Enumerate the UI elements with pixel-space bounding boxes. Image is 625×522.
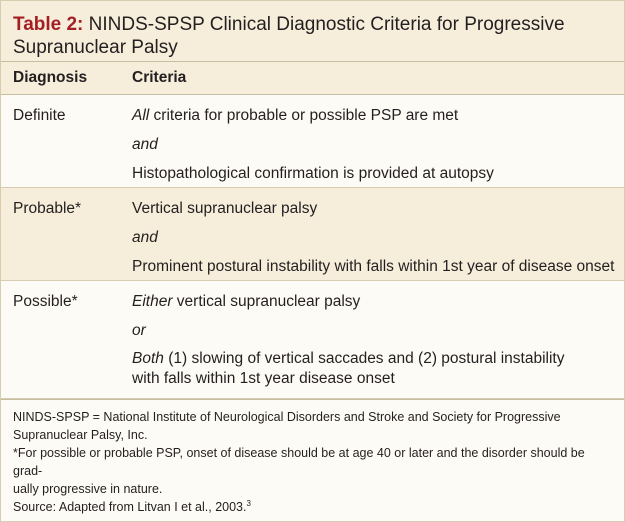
criteria-text: (1) slowing of vertical saccades and (2) postural instability: [163, 350, 565, 367]
criteria-text: criteria for probable or possible PSP are met: [149, 107, 459, 124]
table-footnotes: [1, 399, 624, 521]
table-title-label: Table 2:: [13, 14, 84, 35]
connector-text: or: [132, 322, 146, 339]
criteria-emphasis: Both: [132, 350, 164, 367]
table-header: [1, 61, 624, 95]
table-row-definite: [1, 95, 624, 188]
table-row-probable: [1, 188, 624, 281]
source-reference: 3: [246, 498, 251, 508]
diagnosis-cell: Probable*: [13, 200, 82, 217]
footnote-asterisk: [13, 444, 612, 498]
connector-text: and: [132, 136, 158, 153]
criteria-emphasis: Either: [132, 293, 173, 310]
criteria-connector: [132, 223, 624, 252]
criteria-line: Vertical supranuclear palsy: [132, 200, 318, 217]
header-diagnosis: Diagnosis: [13, 69, 88, 86]
criteria-connector: [132, 130, 624, 159]
table-title-text: NINDS-SPSP Clinical Diagnostic Criteria for Progressive Supranuclear Palsy: [13, 14, 565, 58]
diagnosis-cell: Definite: [13, 107, 66, 124]
footnote-text: ually progressive in nature.: [13, 482, 163, 496]
criteria-line: Histopathological confirmation is provided at autopsy: [132, 165, 494, 182]
table-row-possible: [1, 281, 624, 399]
footnote-text: Supranuclear Palsy, Inc.: [13, 428, 148, 442]
criteria-line: Prominent postural instability with falls within 1st year of disease onset: [132, 258, 615, 275]
footnote-text: NINDS-SPSP = National Institute of Neurological Disorders and Stroke and Society for Progressive: [13, 410, 561, 424]
diagnosis-cell: Possible*: [13, 293, 78, 310]
criteria-text: vertical supranuclear palsy: [172, 293, 361, 310]
criteria-line: [132, 101, 624, 130]
header-criteria: Criteria: [132, 69, 187, 86]
criteria-line: [132, 287, 624, 316]
criteria-emphasis: All: [132, 107, 150, 124]
criteria-text: with falls within 1st year disease onset: [132, 370, 395, 387]
criteria-cell: [132, 281, 624, 398]
footnote-text: *For possible or probable PSP, onset of disease should be at age 40 or later and the disorder should be grad-: [13, 446, 585, 478]
connector-text: and: [132, 229, 158, 246]
table-title: [1, 1, 624, 61]
criteria-cell: [132, 188, 624, 280]
source-text: Source: Adapted from Litvan I et al., 2003.: [13, 500, 247, 514]
criteria-cell: [132, 95, 624, 187]
footnote-source: [13, 498, 612, 516]
criteria-line: [132, 345, 624, 389]
footnote-abbreviation: [13, 408, 612, 444]
criteria-connector: [132, 316, 624, 345]
